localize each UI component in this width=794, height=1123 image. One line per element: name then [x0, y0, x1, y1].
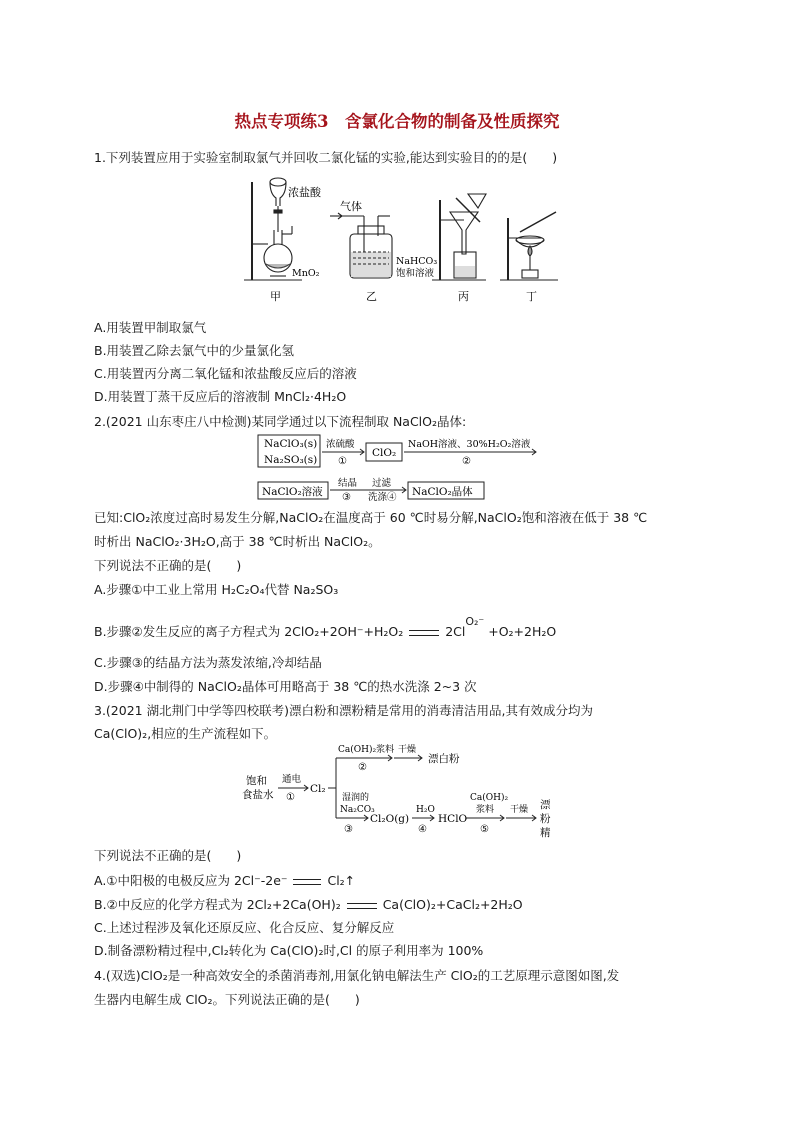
flow-step3: ③ [342, 492, 351, 502]
flow-caoh2-slurry: Ca(OH)₂浆料 [338, 745, 395, 755]
q2-option-b-sup: O₂⁻ [465, 615, 485, 628]
flow-tongdian: 通电 [282, 774, 302, 785]
flow-nongliusuan: 浓硫酸 [326, 439, 355, 450]
q3-option-a-pre: A.①中阳极的电极反应为 2Cl⁻-2e⁻ [94, 873, 288, 888]
flow-baohe: 饱和 [246, 775, 267, 787]
equals-double-line [293, 879, 321, 885]
flow-cl2o: Cl₂O(g) [370, 813, 410, 825]
label-bing: 丙 [458, 290, 469, 303]
q3-option-c: C.上述过程涉及氧化还原反应、化合反应、复分解反应 [94, 920, 395, 935]
label-ding: 丁 [526, 290, 537, 303]
q2-known-line2: 时析出 NaClO₂·3H₂O,高于 38 ℃时析出 NaClO₂。 [94, 534, 381, 549]
label-baohe: 饱和溶液 [396, 268, 435, 279]
q2-known-line1: 已知:ClO₂浓度过高时易发生分解,NaClO₂在温度高于 60 ℃时易分解,NaClO₂饱和溶液在低于 38 ℃ [94, 510, 648, 525]
flow-step2: ② [462, 456, 471, 467]
flow-naclo2-crystal: NaClO₂晶体 [412, 486, 473, 498]
flow-fen: 粉 [540, 813, 551, 825]
flow-step1: ① [338, 456, 347, 467]
label-nahco3: NaHCO₃ [396, 256, 438, 267]
q3-option-d: D.制备漂粉精过程中,Cl₂转化为 Ca(ClO)₂时,Cl 的原子利用率为 100% [94, 943, 484, 958]
equals-double-line [347, 903, 377, 909]
flow-jing: 精 [540, 827, 551, 839]
flow-shiyanshui: 食盐水 [242, 789, 274, 801]
flow-jiangliao: 浆料 [476, 805, 495, 815]
label-mno2: MnO₂ [292, 268, 320, 279]
q2-option-d: D.步骤④中制得的 NaClO₂晶体可用略高于 38 ℃的热水洗涤 2~3 次 [94, 679, 477, 694]
q2-option-a: A.步骤①中工业上常用 H₂C₂O₄代替 Na₂SO₃ [94, 582, 339, 597]
flow-guolv: 过滤 [372, 478, 392, 489]
q1-option-b: B.用装置乙除去氯气中的少量氯化氢 [94, 343, 295, 358]
q3-option-a-post: Cl₂↑ [327, 873, 356, 888]
flow-ganzao-1: 干燥 [398, 745, 417, 755]
flow-caoh2: Ca(OH)₂ [470, 793, 509, 803]
q3-option-b-post: Ca(ClO)₂+CaCl₂+2H₂O [382, 897, 523, 912]
flow-shirun: 湿润的 [342, 793, 370, 803]
flow-na2so3: Na₂SO₃(s) [264, 454, 318, 466]
flow-step-3: ③ [344, 824, 353, 835]
question-2-stem: 2.(2021 山东枣庄八中检测)某同学通过以下流程制取 NaClO₂晶体: [94, 414, 467, 429]
flow-step-4: ④ [418, 824, 427, 835]
label-qiti: 气体 [340, 200, 362, 213]
flow-chart-naclo2 [256, 434, 546, 502]
flow-step-2: ② [358, 762, 367, 773]
q3-ask: 下列说法不正确的是( ) [94, 848, 242, 863]
equals-double-line [409, 630, 439, 636]
question-1-stem: 1.下列装置应用于实验室制取氯气并回收二氯化锰的实验,能达到实验目的的是( ) [94, 150, 558, 165]
flow-h2o: H₂O [416, 805, 435, 815]
label-nongyansuan: 浓盐酸 [288, 186, 321, 199]
q2-option-c: C.步骤③的结晶方法为蒸发浓缩,冷却结晶 [94, 655, 322, 670]
funnel-bing [450, 212, 478, 254]
q2-option-b-pre: B.步骤②发生反应的离子方程式为 2ClO₂+2OH⁻+H₂O₂ [94, 624, 404, 640]
flow-naoh: NaOH溶液、30%H₂O₂溶液 [408, 439, 531, 450]
flow-chart-bleach [240, 742, 560, 842]
flow-jiejing: 结晶 [338, 478, 358, 489]
q1-option-c: C.用装置丙分离二氧化锰和浓盐酸反应后的溶液 [94, 366, 357, 381]
flow-hclo: HClO [438, 813, 468, 825]
flow-piaobaifen: 漂白粉 [428, 753, 460, 765]
question-4-line2: 生器内电解生成 ClO₂。下列说法正确的是( ) [94, 992, 360, 1007]
question-3-stem-line1: 3.(2021 湖北荆门中学等四校联考)漂白粉和漂粉精是常用的消毒清洁用品,其有效成分均为 [94, 703, 593, 718]
page-title: 热点专项练3 含氯化合物的制备及性质探究 [234, 112, 560, 131]
question-3-stem-line2: Ca(ClO)₂,相应的生产流程如下。 [94, 726, 277, 741]
q3-option-a [94, 871, 355, 889]
flow-na2co3: Na₂CO₃ [340, 805, 375, 815]
label-jia: 甲 [270, 290, 281, 303]
question-4-line1: 4.(双选)ClO₂是一种高效安全的杀菌消毒剂,用氯化钠电解法生产 ClO₂的工艺原理示意图如图,发 [94, 968, 620, 983]
q3-option-b [94, 895, 523, 913]
flow-clo2: ClO₂ [372, 447, 397, 459]
apparatus-figure [230, 172, 570, 306]
q1-option-d: D.用装置丁蒸干反应后的溶液制 MnCl₂·4H₂O [94, 389, 347, 404]
flow-xidi: 洗涤④ [368, 492, 397, 502]
q1-option-a: A.用装置甲制取氯气 [94, 320, 207, 335]
q3-option-b-pre: B.②中反应的化学方程式为 2Cl₂+2Ca(OH)₂ [94, 897, 341, 912]
q2-option-b [94, 615, 557, 640]
evaporating-dish-ding [516, 236, 544, 244]
flow-step-5: ⑤ [480, 824, 489, 835]
q2-option-b-mid: 2Cl [445, 624, 466, 640]
flow-naclo3: NaClO₃(s) [264, 438, 318, 450]
label-yi: 乙 [366, 290, 377, 303]
flow-step-1: ① [286, 792, 295, 803]
q2-option-b-post: +O₂+2H₂O [488, 624, 557, 640]
q2-ask: 下列说法不正确的是( ) [94, 558, 242, 573]
flow-cl2: Cl₂ [310, 783, 326, 795]
flow-piao: 漂 [540, 799, 551, 811]
flow-naclo2-sol: NaClO₂溶液 [262, 486, 323, 498]
flow-ganzao-2: 干燥 [510, 805, 529, 815]
